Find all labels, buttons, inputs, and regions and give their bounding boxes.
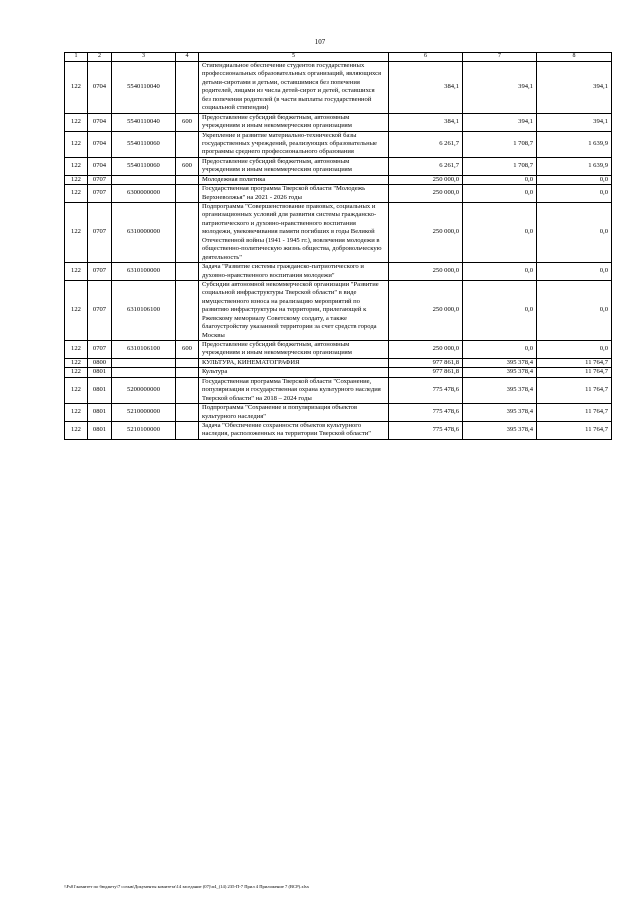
cell-amount-year2: 395 378,4 (463, 377, 537, 403)
cell-section: 0704 (88, 62, 112, 114)
cell-amount-year1: 384,1 (389, 62, 463, 114)
table-row (65, 203, 612, 263)
cell-amount-year2: 395 378,4 (463, 404, 537, 422)
cell-amount-year2: 394,1 (463, 62, 537, 114)
column-header: 6 (389, 53, 463, 62)
cell-section: 0704 (88, 157, 112, 175)
cell-target-article: 5540110060 (112, 157, 176, 175)
cell-expense-type (176, 185, 199, 203)
cell-target-article (112, 368, 176, 377)
cell-section: 0801 (88, 377, 112, 403)
cell-ministry: 122 (65, 421, 88, 439)
cell-target-article (112, 358, 176, 367)
table-row (65, 377, 612, 403)
cell-name: Задача "Развитие системы гражданско-патриотического и духовно-нравственного воспитания молодежи" (199, 263, 389, 281)
cell-expense-type (176, 203, 199, 263)
cell-amount-year3: 394,1 (537, 113, 612, 131)
cell-target-article: 5210100000 (112, 421, 176, 439)
cell-name: Молодежная политика (199, 175, 389, 184)
cell-name: Государственная программа Тверской области "Молодежь Верхневолжья" на 2021 - 2026 годы (199, 185, 389, 203)
column-header: 4 (176, 53, 199, 62)
cell-amount-year2: 0,0 (463, 175, 537, 184)
cell-target-article: 6310100000 (112, 263, 176, 281)
cell-amount-year1: 250 000,0 (389, 203, 463, 263)
cell-amount-year3: 11 764,7 (537, 404, 612, 422)
cell-amount-year1: 250 000,0 (389, 185, 463, 203)
cell-target-article: 6310106100 (112, 341, 176, 359)
cell-target-article: 5200000000 (112, 377, 176, 403)
cell-name: Субсидии автономной некоммерческой организации "Развитие социальной инфраструктуры Тверской области" в виде имущественного взноса на реализацию мероприятий по развитию инфраструктуры на территории, прилегающей к Ржевскому мемориалу Советскому солдату, а также благоустройству указанной территории за счет средств города Москвы (199, 280, 389, 340)
cell-amount-year2: 1 708,7 (463, 131, 537, 157)
cell-amount-year1: 384,1 (389, 113, 463, 131)
cell-expense-type (176, 421, 199, 439)
cell-name: Государственная программа Тверской области "Сохранение, популяризация и государственная охрана культурного наследия Тверской области" на 2018 – 2024 годы (199, 377, 389, 403)
cell-amount-year1: 6 261,7 (389, 131, 463, 157)
file-path-footer: \\Fs01\комитет по бюджету\7 созыв\Документы комитета\14 заседание (07)\п4_(14) 235-П-7 Прил 4 Приложение 7 (ВСР).xlsx (64, 884, 309, 889)
cell-section: 0707 (88, 341, 112, 359)
cell-expense-type (176, 263, 199, 281)
cell-target-article: 5540110040 (112, 62, 176, 114)
cell-ministry: 122 (65, 263, 88, 281)
cell-expense-type: 600 (176, 341, 199, 359)
table-row (65, 368, 612, 377)
table-row (65, 404, 612, 422)
cell-expense-type (176, 131, 199, 157)
table-row (65, 175, 612, 184)
cell-amount-year3: 0,0 (537, 263, 612, 281)
table-row (65, 185, 612, 203)
cell-amount-year2: 0,0 (463, 263, 537, 281)
cell-name: Подпрограмма "Сохранение и популяризация объектов культурного наследия" (199, 404, 389, 422)
cell-amount-year3: 0,0 (537, 341, 612, 359)
cell-name: Подпрограмма "Совершенствование правовых, социальных и организационных условий для развития системы гражданско-патриотического и духовно-нравственного воспитания молодежи, увековечивания памяти погибших в годы Великой Отечественной войны (1941 - 1945 гг.), вовлечения молодежи в общественно-политическую жизнь общества, добровольческую деятельность" (199, 203, 389, 263)
cell-ministry: 122 (65, 341, 88, 359)
column-header: 3 (112, 53, 176, 62)
cell-section: 0707 (88, 175, 112, 184)
cell-target-article: 6310106100 (112, 280, 176, 340)
cell-amount-year2: 395 378,4 (463, 421, 537, 439)
cell-section: 0704 (88, 131, 112, 157)
page-number: 107 (314, 38, 326, 46)
cell-amount-year1: 250 000,0 (389, 280, 463, 340)
cell-amount-year3: 11 764,7 (537, 421, 612, 439)
cell-ministry: 122 (65, 113, 88, 131)
cell-name: Предоставление субсидий бюджетным, автономным учреждениям и иным некоммерческим организациям (199, 341, 389, 359)
cell-name: Стипендиальное обеспечение студентов государственных профессиональных образовательных организаций, являющихся детьми-сиротами и детьми, оставшимися без попечения родителей, лицами из числа детей-сирот и детей, оставшихся без попечения родителей (в части выплаты государственной социальной стипендии) (199, 62, 389, 114)
table-row (65, 113, 612, 131)
cell-expense-type (176, 280, 199, 340)
cell-expense-type (176, 404, 199, 422)
cell-amount-year2: 1 708,7 (463, 157, 537, 175)
table-row (65, 157, 612, 175)
cell-ministry: 122 (65, 203, 88, 263)
budget-table (64, 52, 612, 440)
cell-amount-year3: 11 764,7 (537, 368, 612, 377)
cell-ministry: 122 (65, 62, 88, 114)
cell-section: 0801 (88, 368, 112, 377)
cell-target-article (112, 175, 176, 184)
cell-expense-type: 600 (176, 157, 199, 175)
cell-amount-year1: 250 000,0 (389, 341, 463, 359)
cell-expense-type (176, 175, 199, 184)
cell-amount-year2: 395 378,4 (463, 368, 537, 377)
column-header: 5 (199, 53, 389, 62)
column-header: 1 (65, 53, 88, 62)
cell-amount-year1: 6 261,7 (389, 157, 463, 175)
cell-ministry: 122 (65, 185, 88, 203)
cell-ministry: 122 (65, 157, 88, 175)
cell-amount-year1: 775 478,6 (389, 377, 463, 403)
cell-amount-year3: 11 764,7 (537, 377, 612, 403)
cell-amount-year1: 250 000,0 (389, 175, 463, 184)
cell-target-article: 6300000000 (112, 185, 176, 203)
cell-amount-year1: 250 000,0 (389, 263, 463, 281)
header-row (65, 53, 612, 62)
cell-expense-type (176, 368, 199, 377)
cell-amount-year1: 977 861,8 (389, 368, 463, 377)
column-header: 8 (537, 53, 612, 62)
table-body (65, 53, 612, 440)
cell-amount-year3: 0,0 (537, 175, 612, 184)
table-row (65, 341, 612, 359)
cell-amount-year3: 1 639,9 (537, 157, 612, 175)
cell-amount-year3: 0,0 (537, 203, 612, 263)
cell-amount-year3: 0,0 (537, 185, 612, 203)
cell-amount-year3: 394,1 (537, 62, 612, 114)
cell-amount-year1: 977 861,8 (389, 358, 463, 367)
cell-amount-year2: 0,0 (463, 341, 537, 359)
cell-section: 0707 (88, 185, 112, 203)
cell-section: 0707 (88, 280, 112, 340)
cell-ministry: 122 (65, 377, 88, 403)
cell-expense-type: 600 (176, 113, 199, 131)
cell-amount-year3: 0,0 (537, 280, 612, 340)
cell-section: 0707 (88, 263, 112, 281)
cell-amount-year2: 0,0 (463, 203, 537, 263)
column-header: 7 (463, 53, 537, 62)
column-header: 2 (88, 53, 112, 62)
table-row (65, 280, 612, 340)
cell-expense-type (176, 62, 199, 114)
cell-target-article: 5210000000 (112, 404, 176, 422)
cell-target-article: 5540110060 (112, 131, 176, 157)
cell-section: 0801 (88, 421, 112, 439)
cell-expense-type (176, 358, 199, 367)
cell-name: Предоставление субсидий бюджетным, автономным учреждениям и иным некоммерческим организациям (199, 113, 389, 131)
table-row (65, 358, 612, 367)
cell-section: 0800 (88, 358, 112, 367)
cell-ministry: 122 (65, 368, 88, 377)
cell-target-article: 6310000000 (112, 203, 176, 263)
table-row (65, 131, 612, 157)
cell-amount-year3: 11 764,7 (537, 358, 612, 367)
cell-amount-year1: 775 478,6 (389, 421, 463, 439)
cell-expense-type (176, 377, 199, 403)
cell-ministry: 122 (65, 280, 88, 340)
cell-section: 0707 (88, 203, 112, 263)
cell-amount-year2: 394,1 (463, 113, 537, 131)
cell-ministry: 122 (65, 404, 88, 422)
table-row (65, 263, 612, 281)
cell-target-article: 5540110040 (112, 113, 176, 131)
cell-amount-year2: 395 378,4 (463, 358, 537, 367)
cell-amount-year3: 1 639,9 (537, 131, 612, 157)
cell-amount-year1: 775 478,6 (389, 404, 463, 422)
cell-name: Укрепление и развитие материально-технической базы государственных учреждений, реализующих образовательные программы среднего профессионального образования (199, 131, 389, 157)
cell-section: 0801 (88, 404, 112, 422)
cell-ministry: 122 (65, 175, 88, 184)
cell-name: Задача "Обеспечение сохранности объектов культурного наследия, расположенных на территории Тверской области" (199, 421, 389, 439)
cell-name: Предоставление субсидий бюджетным, автономным учреждениям и иным некоммерческим организациям (199, 157, 389, 175)
cell-ministry: 122 (65, 131, 88, 157)
table-row (65, 421, 612, 439)
cell-name: КУЛЬТУРА, КИНЕМАТОГРАФИЯ (199, 358, 389, 367)
cell-ministry: 122 (65, 358, 88, 367)
table-row (65, 62, 612, 114)
cell-amount-year2: 0,0 (463, 280, 537, 340)
cell-section: 0704 (88, 113, 112, 131)
cell-amount-year2: 0,0 (463, 185, 537, 203)
cell-name: Культура (199, 368, 389, 377)
